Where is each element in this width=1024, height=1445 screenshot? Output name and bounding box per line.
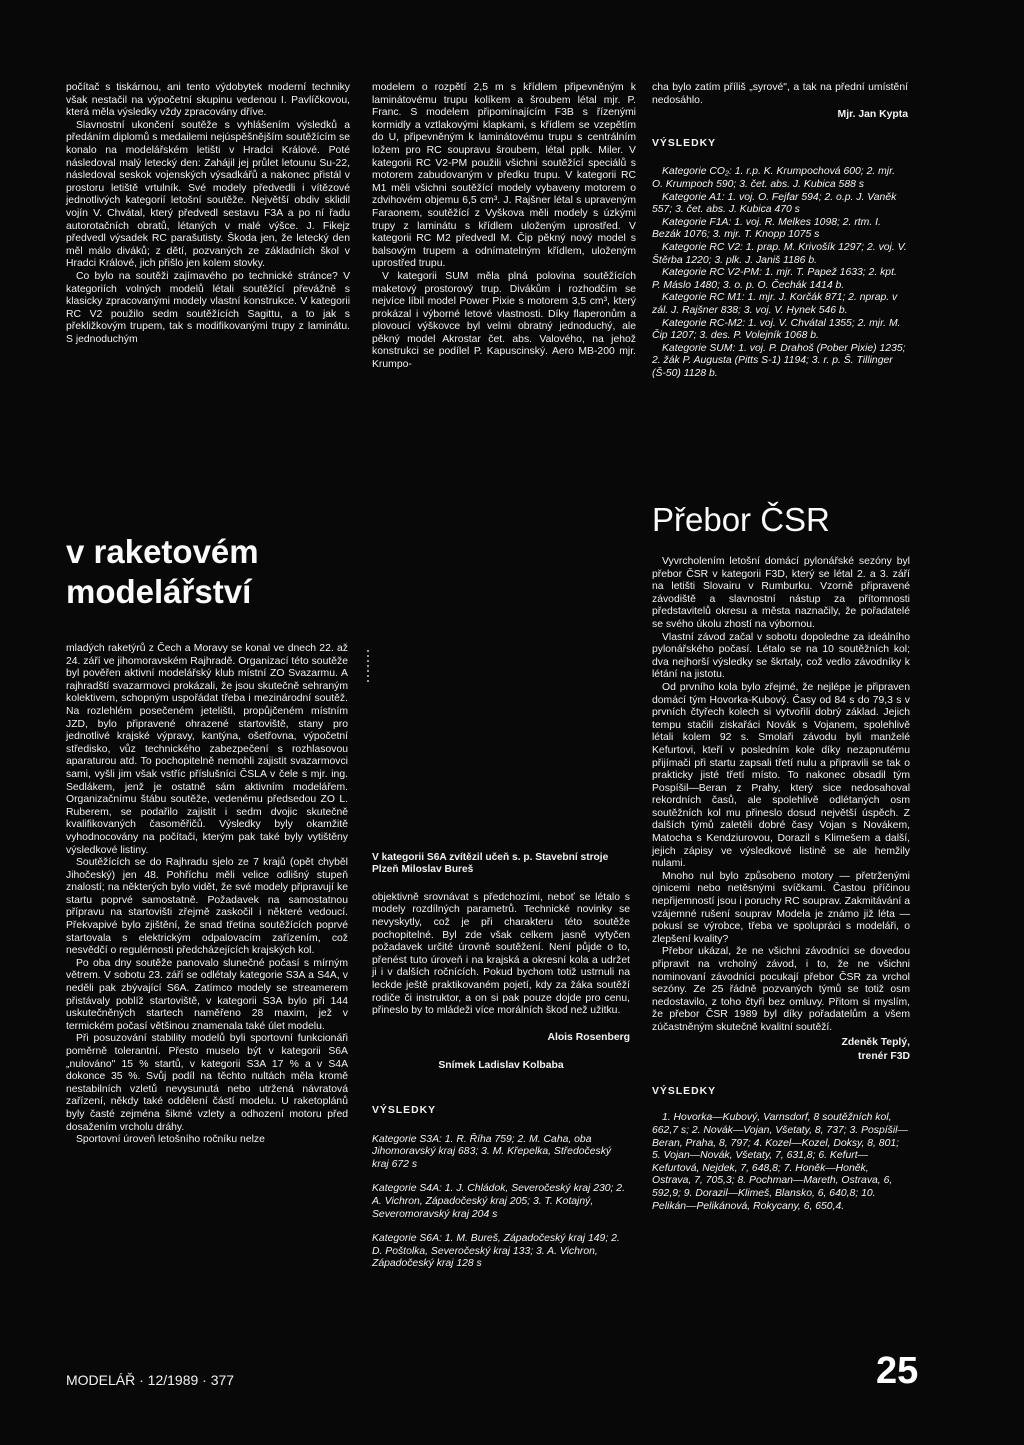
article-column-1	[66, 82, 350, 346]
paragraph: Sportovní úroveň letošního ročníku nelze	[76, 1134, 265, 1146]
photo-credit: Snímek Ladislav Kolbaba	[438, 1060, 564, 1072]
paragraph: Vyvrcholením letošní domácí pylonářské sezóny byl přebor ČSR v kategorii F3D, který se létal 2. a 3. září na letišti Slovairu v Rumburku. Vzorně připravené závodiště a slavnostní nástup za přítomnosti představitelů okresu a města naznačily, že pořadatelé se svého úkolu zhostí na výbornou.	[652, 556, 910, 630]
result-entry: Kategorie RC V2-PM: 1. mjr. T. Papež 1633; 2. kpt. P. Máslo 1480; 3. o. p. O. Čechák 1414 b.	[652, 267, 897, 291]
paragraph: Mnoho nul bylo způsobeno motory — přetrženými ojnicemi nebo netěsnými svíčkami. Častou příčinou nepřijemností jsou i poruchy RC souprav. Zakmitávání a vzájemné rušení souprav Modela je známo již léta — pokusí se výrobce, třeba ve spolupráci s modeláři, o zlepšení kvality?	[652, 870, 910, 945]
paragraph: Vlastní závod začal v sobotu dopoledne za ideálního pylonářského počasí. Létalo se na 10 soutěžních kol; dva nejhorší výsledky se škrtaly, což vedlo závodníky k létání na jistotu.	[652, 631, 910, 681]
paragraph: Po oba dny soutěže panovalo slunečné počasí s mírným větrem. V sobotu 23. září se odlétaly kategorie S3A a S4A, v neděli pak zbývající S6A. Zatímco modely se streamerem přistávaly poblíž startoviště, v kategorii S3A bylo při 144 uskutečněných startech naměřeno 28 maxim, jež v termickém počasí většinou znamenala také úlet modelu.	[66, 957, 348, 1032]
article-column-2	[372, 82, 636, 372]
paragraph: cha bylo zatím příliš „syrové", a tak na přední umístění nedosáhlo.	[652, 82, 908, 106]
scan-artifact	[367, 650, 369, 682]
results-heading: VÝSLEDKY	[652, 1085, 717, 1097]
result-entry: Kategorie S6A: 1. M. Bureš, Západočeský kraj 149; 2. D. Poštolka, Severočeský kraj 133; 3. A. Vichron, Západočeský kraj 128 s	[372, 1233, 620, 1270]
article-column-3	[652, 82, 908, 380]
result-entry: Kategorie RC V2: 1. prap. M. Krivošík 1297; 2. voj. V. Štěrba 1220; 3. plk. J. Janiš 1186 b.	[652, 241, 907, 266]
publication-footer: MODELÁŘ · 12/1989 · 377	[66, 1372, 235, 1388]
result-entry: Kategorie CO₂: 1. r.p. K. Krumpochová 600; 2. mjr. O. Krumpoch 590; 3. čet. abs. J. Kubica 588 s	[652, 166, 896, 190]
paragraph: Přebor ukázal, že ne všichni závodníci se dovedou připravit na vrcholný závod, i to, že ne všichni nominovaní závodníci pocukají přebor ČSR za vrchol sezóny. Ze 25 řádně pozvaných týmů se totiž osm nedostavilo, z toho čtyři bez omluvy. Přitom si myslím, že přebor ČSR 1989 byl díky pořadatelům a všem zúčastněným skutečně kvalitní soutěží.	[652, 946, 910, 1033]
author-byline: Zdeněk Teplý,	[841, 1036, 910, 1048]
paragraph: Slavnostní ukončení soutěže s vyhlášením výsledků a předáním diplomů s medailemi nejúspěšnějším soutěžícím se konalo na modelářském letišti v Hradci Králové. Poté následoval malý letecký den: Zahájil jej průlet letounu Su-22, následoval seskok vojenských výsadkářů a nakonec přistál v prostoru letiště vrtulník. Své modely předvedli i vítězové jednotlivých kategorií letošní soutěže. Největší obdiv sklidil vojín V. Chvátal, který předvedl sestavu F3A a po ní řadu autorotačních obratů, létaných v malé výšce. J. Fikejz předvedl výsadek RC parašutisty. Škoda jen, že letecký den měl málo diváků; z dětí, pozvaných ze základních škol v Hradci Králové, jich přišlo jen kolem stovky.	[66, 119, 350, 270]
paragraph: Soutěžících se do Rajhradu sjelo ze 7 krajů (opět chyběl Jihočeský) jen 48. Pohříchu měli velice odlišný stupeň znalostí; na některých bylo vidět, že své modely připravují ke startu poprvé samostatně. Požadavek na samostatnou přípravu na startovišti zřejmě zaskočil i některé vedoucí. Překvapivé bylo zjištění, že snad třetina soutěžících poprvé startovala s elektrickým odpalovacím zařízením, což nesvědčí o regulérnosti předcházejících krajských kol.	[66, 857, 348, 957]
section-title: Přebor ČSR	[652, 501, 830, 538]
paragraph: modelem o rozpětí 2,5 m s křídlem připevněným k laminátovému trupu kolíkem a šroubem létal mjr. P. Franc. S modelem připomínajícím F3B s řízenými kormidly a vztlakovými klapkami, s křídlem se vzepětím do U, připevněným k laminátovému trupu s centrálním ložem pro RC soupravu šroubem, létal pplk. Miler. V kategorii RC V2-PM použili všichni soutěžící speciálů s motorem zabudovaným v předku trupu. V kategorii RC M1 měli všichni soutěžící modely vybaveny motorem o zdvihovém objemu 6,5 cm³. J. Rajšner létal s upraveným Faraonem, soutěžící z Vyškova měli modely s úzkými trupy z laminátu s křídlem uloženým uprostřed. V kategorii RC M2 předvedl M. Čip pěkný nový model s balsovým trupem a odnímatelným křídlem, uloženým uprostřed trupu.	[372, 82, 636, 270]
article-column-5	[372, 852, 630, 1283]
article-column-6	[652, 556, 910, 1213]
result-entry: Kategorie RC-M2: 1. voj. V. Chvátal 1355; 2. mjr. M. Čip 1207; 3. des. P. Volejník 1068 b.	[652, 317, 901, 342]
paragraph: objektivně srovnávat s předchozími, neboť se létalo s modely rozdílných parametrů. Technické novinky se nevyskytly, což je při charakteru této soutěže pochopitelné. Byl zde však celkem jasně vytyčen požadavek určité úrovně soutěžení. Není půjde o to, přenést tuto úroveň i na krajská a okresní kola a udržet ji i v dalších ročnících. Pokud bychom totiž ustrnuli na leckde ještě praktikovaném pojetí, kdy za žáka soutěží rodiče či instruktor, a on si pak pouze dojde pro cenu, přineslo by to mládeži více morálních škod než užitku.	[372, 891, 630, 1017]
result-entry: Kategorie RC M1: 1. mjr. J. Korčák 871; 2. nprap. v zál. J. Rajšner 838; 3. voj. V. Hynek 546 b.	[652, 292, 898, 316]
paragraph: Při posuzování stability modelů byli sportovní funkcionáři poměrně tolerantní. Přesto muselo být v kategorii S6A „nulováno" 15 % startů, v kategorii S3A 17 % a v S4A dokonce 35 %. Svůj podíl na těchto nultách měla kromě nestabilních vzletů nevysunutá nebo utržená návratová zařízení, někdy také oddělení částí modelu. U raketoplánů byly časté zejména šikmé vzlety a odhození motoru před dosažením vrcholu dráhy.	[66, 1033, 348, 1133]
result-entry: Kategorie S3A: 1. R. Říha 759; 2. M. Caha, oba Jihomoravský kraj 683; 3. M. Křepelka, Středočeský kraj 672 s	[372, 1133, 612, 1170]
author-title: trenér F3D	[858, 1051, 910, 1063]
results-heading: VÝSLEDKY	[372, 1104, 437, 1116]
paragraph: mladých raketýrů z Čech a Moravy se konal ve dnech 22. až 24. září ve jihomoravském Rajhradě. Organizací této soutěže byl pověřen aktivní modelářský klub místní ZO Svazarmu. A rajhradští svazarmovci prokázali, že jsou skutečně sehraným kolektivem, schopným uspořádat třeba i mezinárodní soutěž. Na rozlehlém posečeném jetelišti, propůjčeném místním JZD, bylo připravené ohrazené startoviště, stany pro jednotlivé krajské výpravy, kantýna, ošetřovna, výpočetní středisko, vůz technického zabezpečení s rozhlasovou aparaturou atd. To pochopitelně nemohli zajistit svazarmovci sami, vyšli jim však vstříc příslušníci ČSLA v čele s mjr. ing. Sedlákem, jenž je ostatně sám aktivním modelářem. Organizačnímu štábu soutěže, vedenému předsedou ZO L. Ruberem, se podařilo zajistit i sedm dvojic skutečně kvalifikovaných časoměřičů. Výsledky byly okamžitě vyhodnocovány na počítači, kterým pak také byly vytištěny výsledkové listiny.	[66, 643, 348, 856]
paragraph: počítač s tiskárnou, ani tento výdobytek moderní techniky však nestačil na výpočetní skupinu vedenou I. Pavlíčkovou, která měla výsledky vždy zpracovány dříve.	[66, 82, 350, 119]
result-entry: Kategorie F1A: 1. voj. R. Melkes 1098; 2. rtm. I. Bezák 1076; 3. mjr. T. Knopp 1075 s	[652, 216, 881, 241]
page-number: 25	[876, 1350, 919, 1392]
headline-line: modelářství	[66, 573, 252, 610]
photo-caption: V kategorii S6A zvítězil učeň s. p. Stavební stroje Plzeň Miloslav Bureš	[372, 852, 609, 876]
author-byline: Alois Rosenberg	[547, 1031, 630, 1043]
result-entry: 1. Hovorka—Kubový, Varnsdorf, 8 soutěžních kol, 662,7 s; 2. Novák—Vojan, Všetaty, 8, 737; 3. Pospíšil—Beran, Praha, 8, 797; 4. Kozel—Kozel, Doksy, 8, 801; 5. Vojan—Novák, Všetaty, 7, 631,8; 6. Kefurt—Kefurtová, Nejdek, 7, 648,8; 7. Honěk—Honěk, Ostrava, 7, 705,3; 8. Pochman—Mareth, Ostrava, 6, 592,9; 9. Dorazil—Klimeš, Blansko, 6, 640,8; 10. Pelikán—Pelikánová, Rokycany, 6, 650,4.	[652, 1112, 908, 1212]
headline-line: v raketovém	[66, 533, 259, 570]
paragraph: Co bylo na soutěži zajímavého po technické stránce? V kategoriích volných modelů létali soutěžící převážně s klasicky zpracovanými modely vlastní konstrukce. V kategorii RC V2 použilo sedm soutěžících Sagittu, a to jak s překližkovým trupem, tak s modifikovanými trupy z laminátu. S jednoduchým	[66, 270, 350, 345]
results-heading: VÝSLEDKY	[652, 137, 717, 149]
article-headline	[66, 532, 366, 612]
paragraph: V kategorii SUM měla plná polovina soutěžících maketový prostorový trup. Divákům i rozhodčím se nejvíce líbil model Power Pixie s motorem 3,5 cm³, který prokázal i výborné letové vlastnosti. Díky flaperonům a plovoucí výškovce byl velmi obratný jednoduchý, ale pěkný model Akrostar čet. abs. Valového, na jehož konstrukci se podílel P. Kapuscinský. Aero MB-200 mjr. Krumpo-	[372, 270, 636, 371]
author-byline: Mjr. Jan Kypta	[837, 109, 908, 121]
result-entry: Kategorie A1: 1. voj. O. Fejfar 594; 2. o.p. J. Vaněk 557; 3. čet. abs. J. Kubica 470 s	[652, 191, 897, 216]
result-entry: Kategorie SUM: 1. voj. P. Drahoš (Pober Pixie) 1235; 2. žák P. Augusta (Pitts S-1) 1194; 3. r. p. Š. Tillinger (Š-50) 1128 b.	[652, 342, 906, 379]
article-column-4	[66, 643, 348, 1147]
result-entry: Kategorie S4A: 1. J. Chládok, Severočeský kraj 230; 2. A. Vichron, Západočeský kraj 205; 3. T. Kotajný, Severomoravský kraj 204 s	[372, 1183, 625, 1220]
paragraph: Od prvního kola bylo zřejmé, že nejlépe je připraven domácí tým Hovorka-Kubový. Časy od 84 s do 79,3 s v prvních čtyřech kolech si vytvořili dobrý základ. Jejich tempu stačili ziskařáci Novák s Vojanem, spolehlivě létali kolem 92 s. Smolaři závodu byli manželé Kefurtovi, kteří v posledním kole díky nezapnutému přijímači při startu zapsali třetí nulu a připravili se tak o prakticky jisté třetí místo. To nakonec obsadil tým Pospíšil—Beran z Prahy, který sice nedosahoval rekordních časů, ale spolehlivě odlétaných osm soutěžních kol mu přineslo dosud největší úspěch. Z dalších týmů zaletěli dobré časy Vojan s Novákem, Matocha s Kendziurovou, Dorazil s Klimešem a další, jejich zápisy ve výsledkové listině se ale hemžily nulami.	[652, 681, 910, 870]
